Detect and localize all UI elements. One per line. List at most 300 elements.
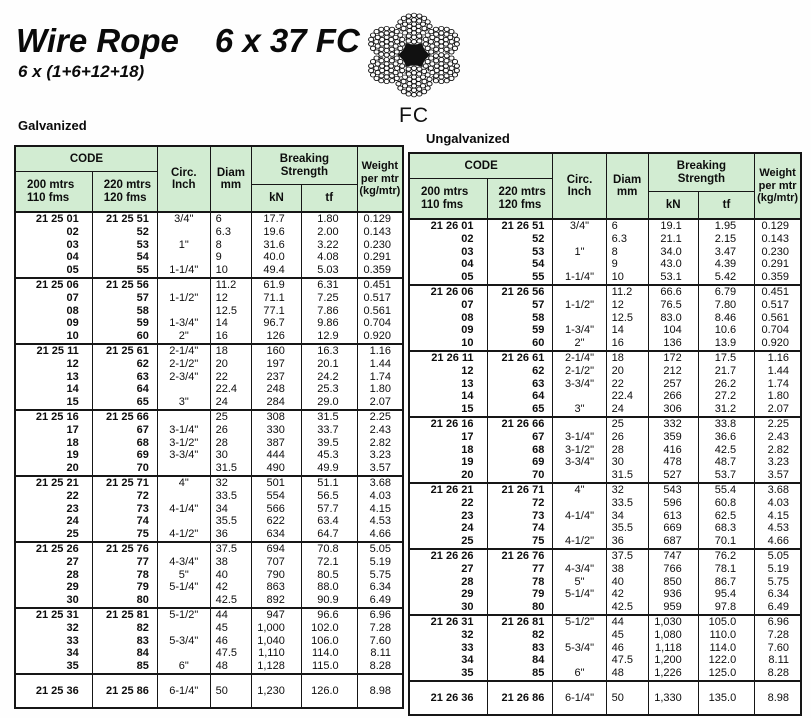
table-cell: 126 [252, 330, 302, 344]
table-cell: 8.11 [357, 647, 403, 660]
table-cell: 95.4 [698, 588, 754, 601]
table-cell: 8 [210, 239, 252, 252]
ungalvanized-spec-table [408, 152, 802, 716]
header-tf: tf [301, 185, 357, 213]
header-weight-per-mtr: Weight per mtr (kg/mtr) [357, 146, 403, 212]
table-cell: 46 [606, 642, 648, 655]
table-cell: 1-1/2" [157, 292, 210, 305]
table-cell: 4.08 [301, 251, 357, 264]
table-cell: 34 [210, 503, 252, 516]
table-cell: 80.5 [301, 569, 357, 582]
table-cell: 05 [15, 264, 92, 278]
table-cell: 53.7 [698, 469, 754, 483]
table-cell: 42.5 [698, 444, 754, 457]
header-circ-inch: Circ. Inch [553, 153, 606, 219]
header-code-200mtrs: 200 mtrs 110 fms [409, 179, 487, 220]
table-row [15, 490, 403, 503]
table-cell: 22.4 [606, 390, 648, 403]
table-cell: 53 [92, 239, 157, 252]
table-cell: 1,000 [252, 622, 302, 635]
table-cell: 52 [487, 233, 553, 246]
table-cell: 5-3/4" [157, 635, 210, 648]
table-row [409, 629, 801, 642]
table-cell: 48 [210, 660, 252, 674]
table-row [15, 449, 403, 462]
table-cell: 17.5 [698, 351, 754, 365]
table-cell: 4.15 [755, 510, 801, 523]
table-cell: 25 [210, 410, 252, 424]
table-cell: 58 [92, 305, 157, 318]
table-cell: 892 [252, 594, 302, 608]
table-cell: 2.82 [357, 437, 403, 450]
table-cell: 28 [210, 437, 252, 450]
table-cell: 21 26 16 [409, 417, 487, 431]
table-cell: 0.517 [755, 299, 801, 312]
table-cell: 4-3/4" [157, 556, 210, 569]
rope-cross-section-diagram [358, 8, 470, 102]
table-cell: 83 [487, 642, 553, 655]
table-cell: 63.4 [301, 515, 357, 528]
table-cell: 5.19 [755, 563, 801, 576]
table-cell: 36 [606, 535, 648, 549]
table-cell: 83.0 [648, 312, 698, 325]
table-cell: 2.00 [301, 226, 357, 239]
table-cell: 76.5 [648, 299, 698, 312]
table-cell: 69 [487, 456, 553, 469]
table-cell: 543 [648, 483, 698, 497]
table-row [409, 483, 801, 497]
table-cell: 66.6 [648, 285, 698, 299]
table-cell: 2" [157, 330, 210, 344]
table-cell [553, 390, 606, 403]
table-cell: 0.451 [357, 278, 403, 292]
table-row [409, 378, 801, 391]
table-row [15, 660, 403, 674]
table-row [409, 324, 801, 337]
table-cell: 44 [210, 608, 252, 622]
table-cell: 19.1 [648, 219, 698, 233]
table-cell [157, 305, 210, 318]
table-cell: 5-3/4" [553, 642, 606, 655]
table-cell: 359 [648, 431, 698, 444]
table-cell: 74 [487, 522, 553, 535]
table-row [15, 515, 403, 528]
table-row [15, 462, 403, 476]
table-cell [157, 410, 210, 424]
table-cell: 29 [15, 581, 92, 594]
table-cell: 3-1/4" [553, 431, 606, 444]
table-cell: 73 [487, 510, 553, 523]
table-cell: 80 [487, 601, 553, 615]
table-cell: 15 [15, 396, 92, 410]
table-cell: 13.9 [698, 337, 754, 351]
table-row [409, 601, 801, 615]
table-cell: 1,030 [648, 615, 698, 629]
table-cell: 17.7 [252, 212, 302, 226]
table-cell: 04 [409, 258, 487, 271]
table-cell: 0.143 [357, 226, 403, 239]
table-cell: 596 [648, 497, 698, 510]
table-cell: 09 [15, 317, 92, 330]
table-cell: 59 [487, 324, 553, 337]
table-cell: 6-1/4" [157, 674, 210, 708]
header-circ-inch: Circ. Inch [157, 146, 210, 212]
table-cell: 1,110 [252, 647, 302, 660]
table-cell: 20 [409, 469, 487, 483]
table-cell: 63 [487, 378, 553, 391]
table-cell: 3-1/2" [157, 437, 210, 450]
table-cell: 114.0 [301, 647, 357, 660]
table-cell: 07 [15, 292, 92, 305]
table-cell: 707 [252, 556, 302, 569]
table-cell: 1.74 [357, 371, 403, 384]
table-cell: 42.5 [210, 594, 252, 608]
table-row [409, 431, 801, 444]
table-cell: 1-1/4" [157, 264, 210, 278]
table-cell: 306 [648, 403, 698, 417]
table-cell: 3.23 [357, 449, 403, 462]
table-cell: 42 [606, 588, 648, 601]
table-cell: 32 [210, 476, 252, 490]
table-cell: 30 [606, 456, 648, 469]
table-cell: 18 [409, 444, 487, 457]
table-cell [157, 226, 210, 239]
table-cell: 21 25 31 [15, 608, 92, 622]
table-cell: 0.920 [357, 330, 403, 344]
table-cell: 4-1/2" [157, 528, 210, 542]
table-cell: 22 [15, 490, 92, 503]
table-cell: 3.57 [755, 469, 801, 483]
table-cell: 21 26 76 [487, 549, 553, 563]
table-cell: 17 [409, 431, 487, 444]
table-row [409, 403, 801, 417]
table-cell: 12 [606, 299, 648, 312]
table-cell: 936 [648, 588, 698, 601]
table-cell: 1,230 [252, 674, 302, 708]
table-row [15, 674, 403, 708]
table-cell: 104 [648, 324, 698, 337]
table-cell: 1,200 [648, 654, 698, 667]
table-cell: 20.1 [301, 358, 357, 371]
table-cell: 7.60 [357, 635, 403, 648]
table-cell: 45 [210, 622, 252, 635]
table-cell: 1,128 [252, 660, 302, 674]
table-row [409, 588, 801, 601]
table-row [15, 647, 403, 660]
table-cell: 23 [15, 503, 92, 516]
table-cell: 42 [210, 581, 252, 594]
table-cell: 21 25 21 [15, 476, 92, 490]
table-cell: 1,226 [648, 667, 698, 681]
table-cell: 24 [409, 522, 487, 535]
table-cell [553, 629, 606, 642]
table-cell: 1-3/4" [553, 324, 606, 337]
page-title-main: Wire Rope [16, 22, 179, 59]
table-row [409, 681, 801, 715]
table-cell [157, 542, 210, 556]
table-cell: 634 [252, 528, 302, 542]
table-cell: 86.7 [698, 576, 754, 589]
table-cell: 16 [606, 337, 648, 351]
table-cell: 10.6 [698, 324, 754, 337]
table-cell: 6.49 [755, 601, 801, 615]
table-cell: 2.43 [755, 431, 801, 444]
table-cell: 23 [409, 510, 487, 523]
table-cell: 0.561 [357, 305, 403, 318]
table-cell: 8.98 [755, 681, 801, 715]
table-cell: 5.03 [301, 264, 357, 278]
header-code: CODE [409, 153, 553, 179]
table-cell: 04 [15, 251, 92, 264]
table-row [409, 233, 801, 246]
table-cell: 47.5 [210, 647, 252, 660]
table-cell: 21 26 56 [487, 285, 553, 299]
table-cell: 40.0 [252, 251, 302, 264]
table-cell: 20 [15, 462, 92, 476]
table-cell: 79 [92, 581, 157, 594]
table-cell [157, 515, 210, 528]
table-cell: 1.16 [755, 351, 801, 365]
table-cell: 237 [252, 371, 302, 384]
table-cell: 33 [15, 635, 92, 648]
table-cell: 2" [553, 337, 606, 351]
table-cell: 766 [648, 563, 698, 576]
table-cell: 18 [210, 344, 252, 358]
table-cell: 3-3/4" [553, 456, 606, 469]
table-cell: 28 [409, 576, 487, 589]
table-cell [157, 594, 210, 608]
table-cell: 6.79 [698, 285, 754, 299]
table-cell: 16.3 [301, 344, 357, 358]
table-cell [553, 469, 606, 483]
table-cell: 21 25 66 [92, 410, 157, 424]
table-cell: 21 26 31 [409, 615, 487, 629]
table-cell: 14 [210, 317, 252, 330]
table-row [15, 424, 403, 437]
table-cell: 21 25 36 [15, 674, 92, 708]
table-cell: 6.49 [357, 594, 403, 608]
table-cell: 0.129 [755, 219, 801, 233]
table-cell: 1,040 [252, 635, 302, 648]
table-cell: 266 [648, 390, 698, 403]
table-cell: 0.561 [755, 312, 801, 325]
table-cell: 1-1/2" [553, 299, 606, 312]
table-cell: 554 [252, 490, 302, 503]
table-cell: 21 26 01 [409, 219, 487, 233]
table-cell: 85 [487, 667, 553, 681]
table-cell: 37.5 [210, 542, 252, 556]
table-row [15, 608, 403, 622]
table-cell: 31.5 [301, 410, 357, 424]
table-cell: 613 [648, 510, 698, 523]
table-cell: 4.15 [357, 503, 403, 516]
table-cell: 30 [409, 601, 487, 615]
table-cell: 25 [606, 417, 648, 431]
table-cell: 3-3/4" [157, 449, 210, 462]
table-row [409, 337, 801, 351]
header-diam-mm: Diam mm [210, 146, 252, 212]
table-row [15, 292, 403, 305]
table-cell: 21 25 71 [92, 476, 157, 490]
table-row [409, 497, 801, 510]
table-cell: 126.0 [301, 674, 357, 708]
table-cell: 0.359 [755, 271, 801, 285]
table-cell: 4" [157, 476, 210, 490]
table-cell: 80 [92, 594, 157, 608]
table-cell: 9 [210, 251, 252, 264]
table-row [15, 594, 403, 608]
table-cell: 30 [15, 594, 92, 608]
table-cell: 6.96 [755, 615, 801, 629]
table-cell: 85 [92, 660, 157, 674]
table-cell: 35.5 [210, 515, 252, 528]
table-cell: 54 [92, 251, 157, 264]
table-cell: 8 [606, 246, 648, 259]
table-cell: 68 [487, 444, 553, 457]
table-cell: 669 [648, 522, 698, 535]
table-cell: 55 [92, 264, 157, 278]
table-cell: 83 [92, 635, 157, 648]
table-cell: 2.15 [698, 233, 754, 246]
table-cell: 125.0 [698, 667, 754, 681]
table-cell: 05 [409, 271, 487, 285]
table-cell: 21 25 11 [15, 344, 92, 358]
table-row [409, 642, 801, 655]
table-cell: 5-1/4" [553, 588, 606, 601]
table-row [409, 285, 801, 299]
table-cell: 46 [210, 635, 252, 648]
table-cell [553, 549, 606, 563]
table-cell: 62 [487, 365, 553, 378]
table-cell: 97.8 [698, 601, 754, 615]
table-cell [157, 647, 210, 660]
table-cell: 58 [487, 312, 553, 325]
table-row [409, 535, 801, 549]
table-cell: 96.6 [301, 608, 357, 622]
table-cell: 0.359 [357, 264, 403, 278]
table-cell: 61.9 [252, 278, 302, 292]
table-row [15, 278, 403, 292]
table-cell: 51.1 [301, 476, 357, 490]
table-cell: 4.03 [357, 490, 403, 503]
header-code-200mtrs: 200 mtrs 110 fms [15, 172, 92, 213]
table-cell: 45.3 [301, 449, 357, 462]
table-cell: 16 [210, 330, 252, 344]
table-cell: 37.5 [606, 549, 648, 563]
table-cell: 70.8 [301, 542, 357, 556]
table-row [409, 417, 801, 431]
table-row [15, 212, 403, 226]
table-cell: 50 [210, 674, 252, 708]
table-cell: 49.9 [301, 462, 357, 476]
table-row [409, 615, 801, 629]
table-cell: 73 [92, 503, 157, 516]
table-cell: 07 [409, 299, 487, 312]
table-cell: 5.42 [698, 271, 754, 285]
header-breaking-strength: Breaking Strength [252, 146, 358, 185]
table-cell: 35 [409, 667, 487, 681]
table-cell: 8.98 [357, 674, 403, 708]
table-cell [553, 417, 606, 431]
table-cell: 68.3 [698, 522, 754, 535]
table-row [15, 542, 403, 556]
table-cell: 0.230 [357, 239, 403, 252]
table-cell: 40 [210, 569, 252, 582]
table-cell: 136 [648, 337, 698, 351]
table-cell: 1.80 [301, 212, 357, 226]
table-cell: 24 [210, 396, 252, 410]
table-cell: 4.66 [755, 535, 801, 549]
table-cell: 31.5 [210, 462, 252, 476]
table-cell: 12 [15, 358, 92, 371]
table-cell: 105.0 [698, 615, 754, 629]
table-header [15, 146, 403, 212]
table-row [409, 549, 801, 563]
table-cell [157, 622, 210, 635]
table-cell: 172 [648, 351, 698, 365]
table-cell: 67 [92, 424, 157, 437]
table-row [15, 317, 403, 330]
table-row [15, 581, 403, 594]
table-cell: 257 [648, 378, 698, 391]
table-cell: 7.25 [301, 292, 357, 305]
table-cell: 33 [409, 642, 487, 655]
table-cell: 3.22 [301, 239, 357, 252]
table-cell: 122.0 [698, 654, 754, 667]
table-cell: 33.8 [698, 417, 754, 431]
table-cell: 12.9 [301, 330, 357, 344]
table-row [409, 351, 801, 365]
table-cell: 84 [92, 647, 157, 660]
table-cell [553, 285, 606, 299]
table-row [409, 469, 801, 483]
table-row [15, 476, 403, 490]
table-cell: 18 [15, 437, 92, 450]
table-cell: 6 [606, 219, 648, 233]
table-cell: 0.291 [755, 258, 801, 271]
table-cell: 7.28 [357, 622, 403, 635]
table-row [15, 410, 403, 424]
table-cell: 2.07 [357, 396, 403, 410]
table-cell: 11.2 [606, 285, 648, 299]
table-cell: 1-3/4" [157, 317, 210, 330]
table-cell: 0.291 [357, 251, 403, 264]
table-cell: 19 [409, 456, 487, 469]
table-cell: 5.75 [357, 569, 403, 582]
table-cell: 15 [409, 403, 487, 417]
table-cell: 43.0 [648, 258, 698, 271]
table-cell: 6.31 [301, 278, 357, 292]
table-cell: 1.44 [755, 365, 801, 378]
table-cell: 39.5 [301, 437, 357, 450]
table-cell: 1.95 [698, 219, 754, 233]
table-cell: 31.2 [698, 403, 754, 417]
table-cell: 62 [92, 358, 157, 371]
table-cell: 28 [15, 569, 92, 582]
table-row [409, 510, 801, 523]
table-cell: 102.0 [301, 622, 357, 635]
table-cell: 2.07 [755, 403, 801, 417]
table-cell: 3" [157, 396, 210, 410]
table-row [15, 226, 403, 239]
table-row [15, 503, 403, 516]
table-cell: 31.5 [606, 469, 648, 483]
table-cell: 21 25 51 [92, 212, 157, 226]
table-cell: 248 [252, 383, 302, 396]
table-cell [157, 383, 210, 396]
table-cell: 1-1/4" [553, 271, 606, 285]
table-cell: 33.7 [301, 424, 357, 437]
